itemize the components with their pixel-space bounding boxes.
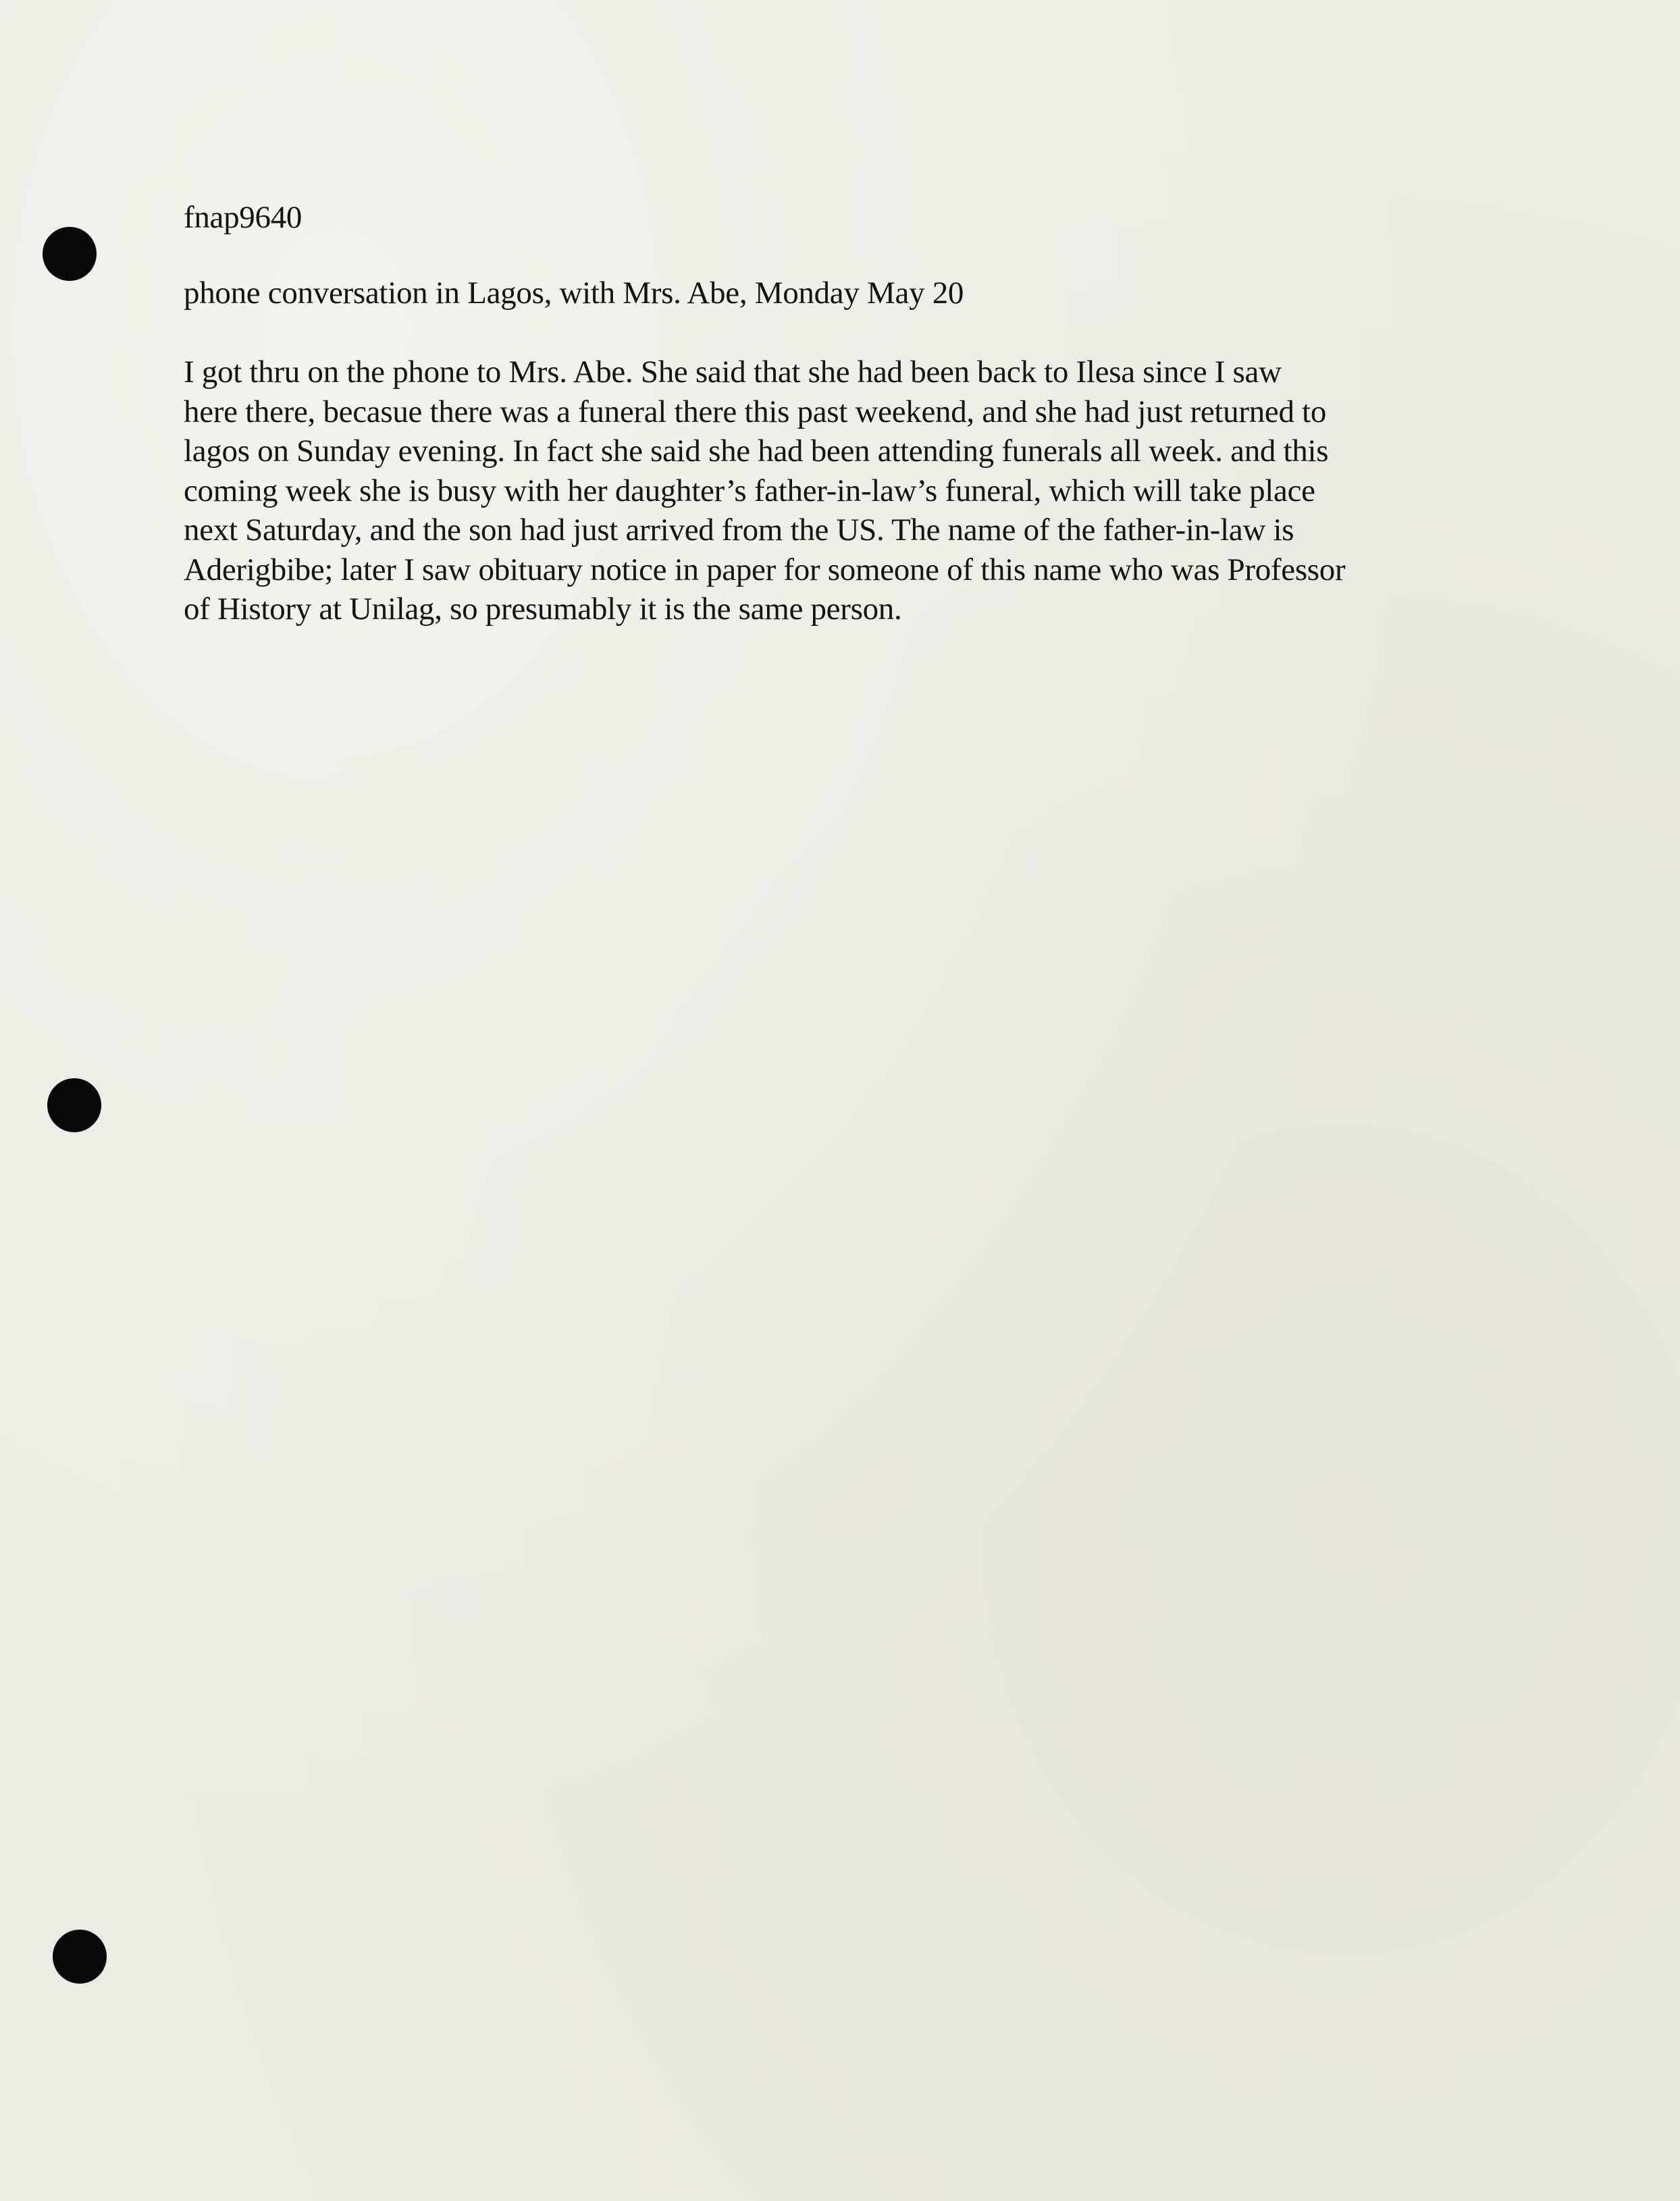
document-body <box>184 352 1534 629</box>
document-heading: phone conversation in Lagos, with Mrs. Abe, Monday May 20 <box>184 275 964 311</box>
body-line: Aderigbibe; later I saw obituary notice in paper for someone of this name who was Professor <box>184 552 1346 587</box>
body-line: here there, becasue there was a funeral there this past weekend, and she had just returned to <box>184 394 1327 429</box>
body-line: next Saturday, and the son had just arrived from the US. The name of the father-in-law is <box>184 512 1294 548</box>
punch-hole-bottom <box>53 1930 107 1984</box>
document-id: fnap9640 <box>184 200 303 235</box>
body-line: lagos on Sunday evening. In fact she said she had been attending funerals all week. and this <box>184 433 1329 469</box>
body-line: I got thru on the phone to Mrs. Abe. She said that she had been back to Ilesa since I saw <box>184 354 1282 390</box>
punch-hole-middle <box>47 1078 101 1132</box>
body-line: of History at Unilag, so presumably it is the same person. <box>184 591 902 627</box>
punch-hole-top <box>43 227 97 281</box>
body-line: coming week she is busy with her daughter’s father-in-law’s funeral, which will take place <box>184 473 1315 508</box>
